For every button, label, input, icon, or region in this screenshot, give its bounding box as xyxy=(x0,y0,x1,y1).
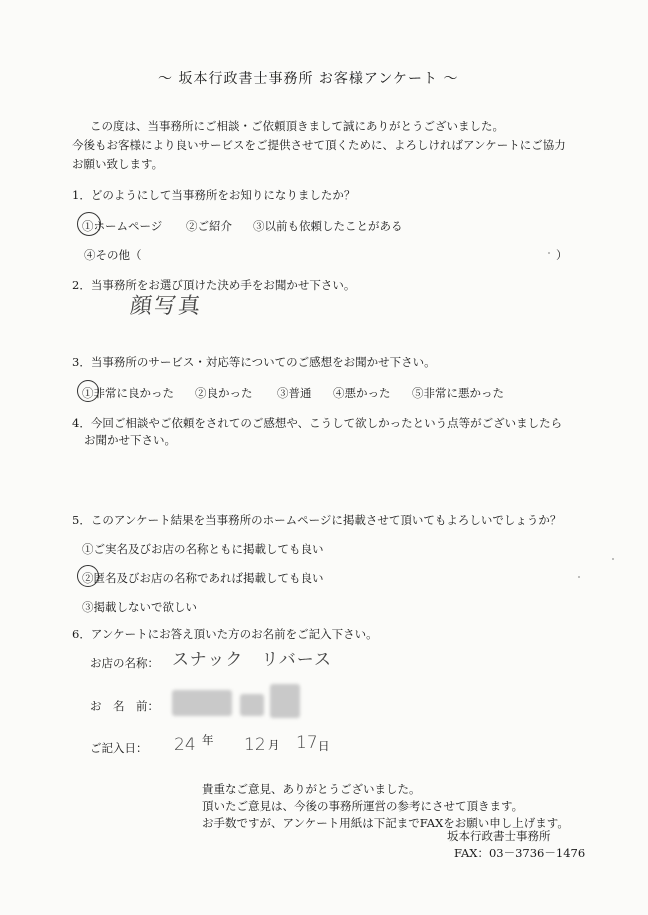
footer-note: 頂いたご意見は、今後の事務所運営の参考にさせて頂きます。 xyxy=(202,799,524,813)
intro-line-3: お願い致します。 xyxy=(72,157,164,171)
q3-question: 3．当事務所のサービス・対応等についてのご感想をお聞かせ下さい。 xyxy=(72,355,436,369)
q1-option-homepage: ①ホームページ xyxy=(82,219,163,233)
q1-option-repeat: ③以前も依頼したことがある xyxy=(253,219,403,233)
q5-option-anonymous: ②匿名及びお店の名称であれば掲載しても良い xyxy=(82,571,324,585)
q3-option-very-good: ①非常に良かった xyxy=(82,386,174,400)
q1-option-other: ④その他（ xyxy=(84,248,142,262)
footer-fax-request: お手数ですが、アンケート用紙は下記までFAXをお願い申し上げます。 xyxy=(202,816,569,830)
date-day-unit: 日 xyxy=(318,739,330,753)
redacted-name-block xyxy=(270,684,300,718)
selected-circle-mark xyxy=(77,212,101,236)
q3-option-bad: ④悪かった xyxy=(333,386,391,400)
date-year-unit: 年 xyxy=(202,733,214,747)
page-title: 〜 坂本行政書士事務所 お客様アンケート 〜 xyxy=(158,71,459,87)
shop-name-label: お店の名称： xyxy=(90,656,159,670)
date-label: ご記入日： xyxy=(90,741,148,755)
q2-handwritten-answer: 顔写真 xyxy=(128,294,204,319)
q4-question-line-2: お聞かせ下さい。 xyxy=(84,433,176,447)
q2-question: 2．当事務所をお選び頂けた決め手をお聞かせ下さい。 xyxy=(72,278,356,292)
redacted-name-block xyxy=(172,690,232,716)
shop-name-handwritten: スナック リバース xyxy=(172,650,332,670)
q5-option-no-publish: ③掲載しないで欲しい xyxy=(82,600,197,614)
footer-thanks: 貴重なご意見、ありがとうございました。 xyxy=(202,782,421,796)
footer-fax-number: FAX：03－3736－1476 xyxy=(454,846,586,860)
date-month-handwritten: 12 xyxy=(244,735,266,755)
q5-question: 5．このアンケート結果を当事務所のホームページに掲載させて頂いてもよろしいでしょうか？ xyxy=(72,513,562,527)
date-year-handwritten: 24 xyxy=(174,735,196,755)
footer-office-name: 坂本行政書士事務所 xyxy=(447,829,551,843)
q1-option-other-close: ） xyxy=(556,248,568,262)
date-month-unit: 月 xyxy=(268,738,280,752)
scan-speck xyxy=(578,576,580,578)
q6-question: 6．アンケートにお答え頂いた方のお名前をご記入下さい。 xyxy=(72,627,378,641)
q3-option-normal: ③普通 xyxy=(277,386,312,400)
q3-option-good: ②良かった xyxy=(195,386,253,400)
q5-option-full-name: ①ご実名及びお店の名称ともに掲載しても良い xyxy=(82,542,324,556)
scan-speck xyxy=(548,252,550,254)
intro-line-1: この度は、当事務所にご相談・ご依頼頂きまして誠にありがとうございました。 xyxy=(90,119,504,133)
redacted-name-block xyxy=(240,694,264,716)
intro-line-2: 今後もお客様により良いサービスをご提供させて頂くために、よろしければアンケートにご協力 xyxy=(72,138,566,152)
person-name-label: お 名 前： xyxy=(90,699,159,713)
q3-option-very-bad: ⑤非常に悪かった xyxy=(412,386,504,400)
scan-speck xyxy=(612,558,614,560)
q4-question-line-1: 4．今回ご相談やご依頼をされてのご感想や、こうして欲しかったという点等がございましたら xyxy=(72,416,563,430)
q1-option-referral: ②ご紹介 xyxy=(186,219,232,233)
q1-question: 1．どのようにして当事務所をお知りになりましたか？ xyxy=(72,188,356,202)
date-day-handwritten: 17 xyxy=(296,733,318,753)
